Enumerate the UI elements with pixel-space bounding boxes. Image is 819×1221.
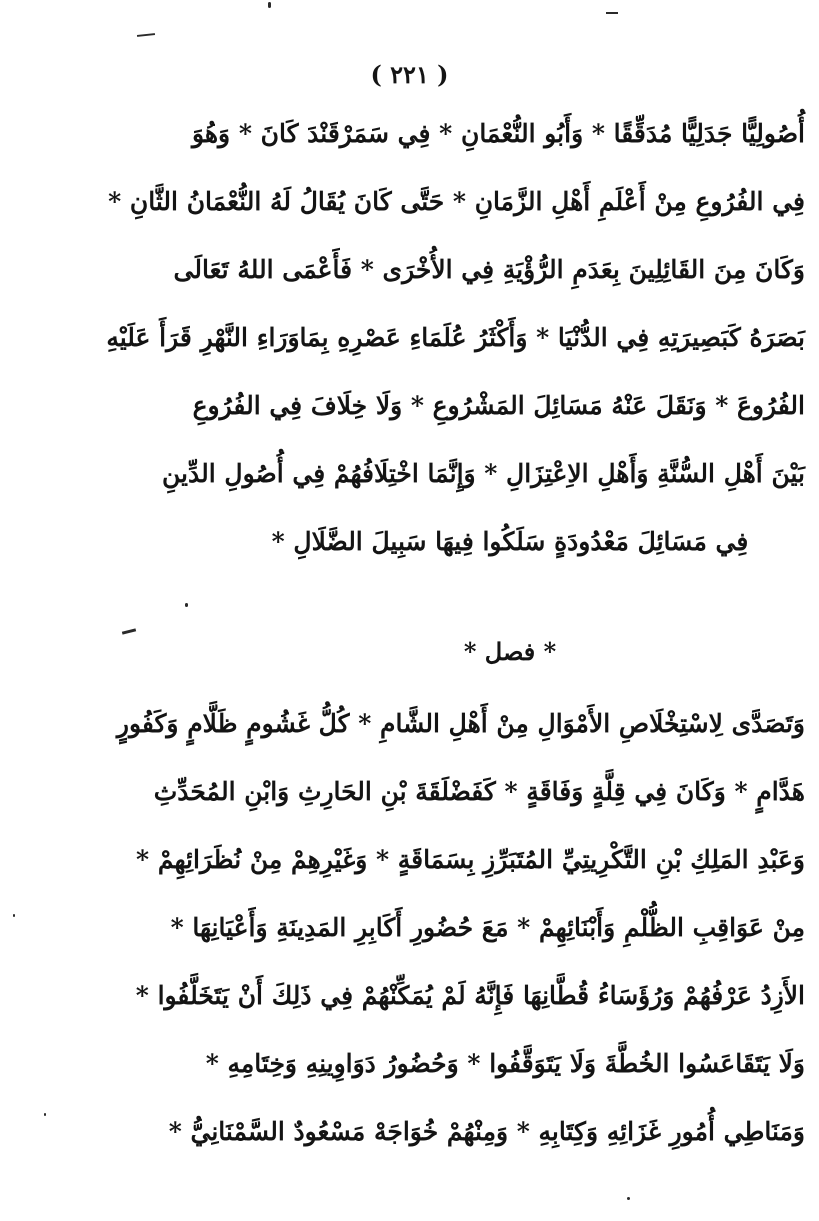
scan-mark: [606, 12, 618, 14]
text-line: مِنْ عَوَاقِبِ الظُّلْمِ وَأَبْنَائِهِمْ * مَعَ حُضُورِ أَكَابِرِ المَدِينَةِ وَأَعْيَانِهَا *: [170, 913, 805, 942]
paragraph-section: [116, 690, 805, 1166]
text-line: أُصُولِيًّا جَدَلِيًّا مُدَقِّقًا * وَأَبُو النُّعْمَانِ * فِي سَمَرْقَنْدَ كَانَ * وَهُوَ: [191, 119, 805, 148]
text-line: هَدَّامٍ * وَكَانَ فِي قِلَّةٍ وَفَاقَةٍ * كَفَضْلَقَةَ بْنِ الحَارِثِ وَابْنِ المُحَدِّثِ: [153, 777, 805, 806]
scan-mark: [137, 33, 155, 37]
text-line: بَصَرَهُ كَبَصِيرَتِهِ فِي الدُّنْيَا * وَأَكْثَرُ عُلَمَاءِ عَصْرِهِ بِمَاوَرَاءِ النَّهْرِ قَرَأَ عَلَيْهِ: [106, 323, 805, 352]
text-line: الأَزِدُ عَرْفُهُمْ وَرُؤَسَاءُ قُطَّانِهَا فَإِنَّهُ لَمْ يُمَكِّنْهُمْ فِي ذَلِكَ أَنْ يَتَخَلَّفُوا *: [135, 981, 805, 1010]
scan-speck: [627, 1197, 630, 1200]
text-line: وَتَصَدَّى لِاسْتِخْلَاصِ الأَمْوَالِ مِنْ أَهْلِ الشَّامِ * كُلُّ غَشُومٍ ظَلَّامٍ وَكَفُورٍ: [116, 709, 805, 738]
text-line-final: فِي مَسَائِلَ مَعْدُودَةٍ سَلَكُوا فِيهَا سَبِيلَ الضَّلَالِ *: [271, 527, 749, 556]
scan-mark: [122, 628, 136, 634]
page-number: ( ٢٢١ ): [370, 60, 449, 89]
text-line: وَكَانَ مِنَ القَائِلِينَ بِعَدَمِ الرُّؤْيَةِ فِي الأُخْرَى * فَأَعْمَى اللهُ تَعَالَى: [173, 255, 805, 284]
scan-speck: [268, 2, 271, 8]
text-line: فِي الفُرُوعِ مِنْ أَعْلَمِ أَهْلِ الزَّمَانِ * حَتَّى كَانَ يُقَالُ لَهُ النُّعْمَانُ الثَّانِ *: [108, 187, 805, 216]
paragraph-biography: [106, 100, 805, 576]
section-heading: * فصل *: [463, 637, 557, 666]
scan-speck: [13, 914, 15, 917]
text-line: وَلَا يَتَقَاعَسُوا الخُطَّةَ وَلَا يَتَوَقَّفُوا * وَحُضُورُ دَوَاوِينِهِ وَخِتَامِهِ *: [205, 1049, 805, 1078]
text-line: وَمَنَاطِي أُمُورِ غَزَائِهِ وَكِتَابِهِ * وَمِنْهُمْ خُوَاجَهْ مَسْعُودٌ السَّمْنَانِيُّ *: [168, 1117, 805, 1146]
text-line: الفُرُوعَ * وَنَقَلَ عَنْهُ مَسَائِلَ المَشْرُوعِ * وَلَا خِلَافَ فِي الفُرُوعِ: [192, 391, 805, 420]
text-line: وَعَبْدِ المَلِكِ بْنِ التَّكْرِيتِيِّ المُتَبَرِّزِ بِسَمَاقَةٍ * وَغَيْرِهِمْ مِنْ نُظَرَائِهِمْ *: [136, 845, 805, 874]
text-line: بَيْنَ أَهْلِ السُّنَّةِ وَأَهْلِ الاِعْتِزَالِ * وَإِنَّمَا اخْتِلَافُهُمْ فِي أُصُولِ الدِّينِ: [162, 459, 805, 488]
scan-speck: [185, 603, 188, 607]
scan-speck: [44, 1113, 46, 1116]
